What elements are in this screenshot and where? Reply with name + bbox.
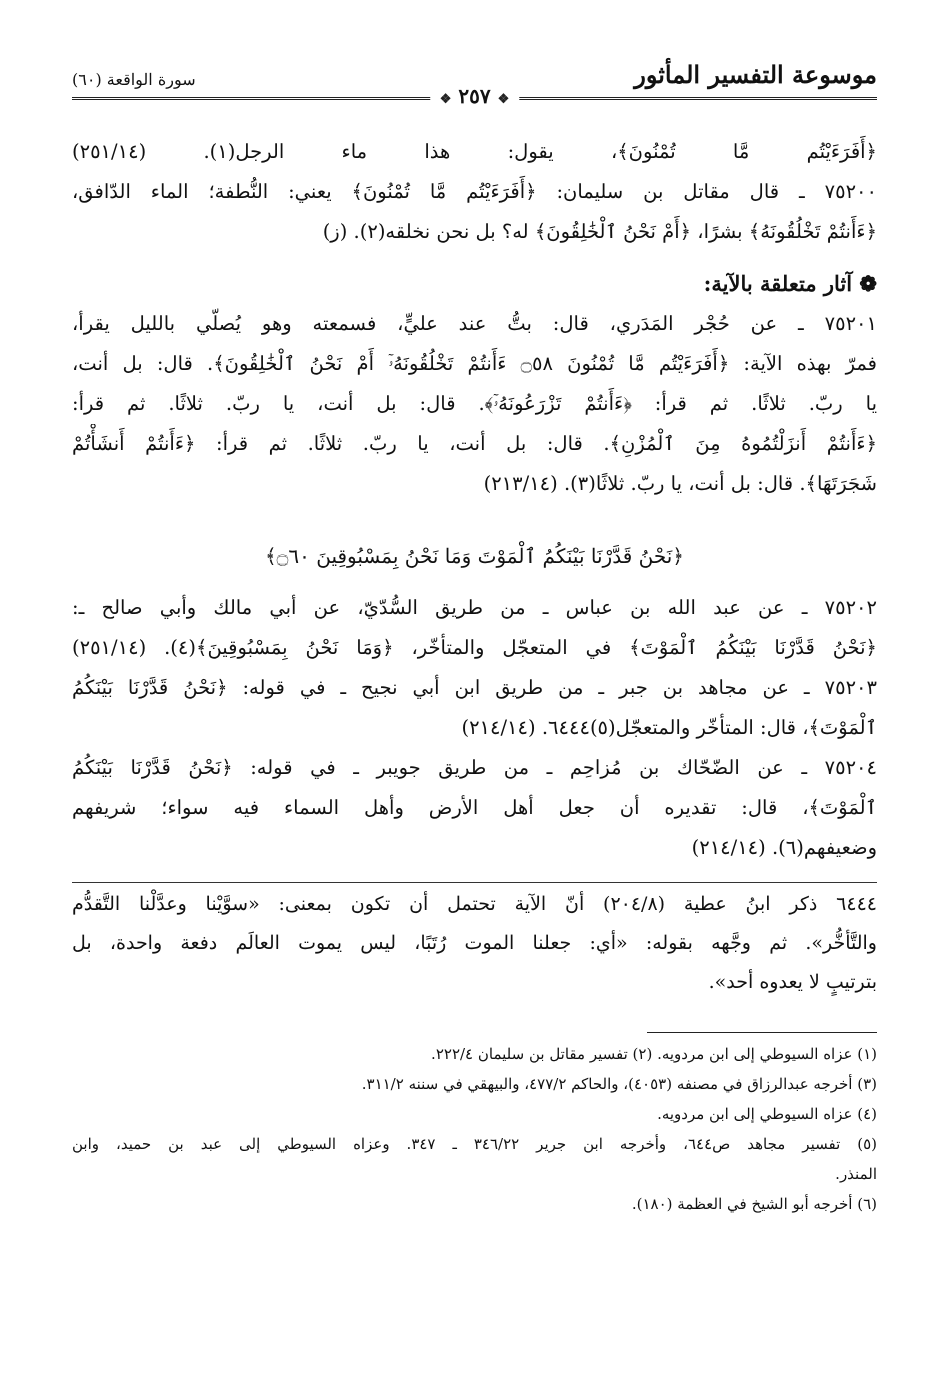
text-line: ٧٥٢٠٤ ـ عن الضّحّاك بن مُزاحِم ـ من طريق جويبر ـ في قوله: ﴿نَحْنُ قَدَّرْنَا بَيْنَكُمُ	[72, 756, 877, 779]
commentary-line: والتَّأخُّر». ثم وجَّهه بقوله: «أي: جعلنا الموت رُتَبًا، ليس يموت العالَم دفعة واحدة، بل	[72, 932, 877, 954]
text-line: ٱلْمَوْتَ﴾، قال: تقديره أن جعل أهل الأرض وأهل السماء فيه سواء؛ شريفهم	[72, 796, 877, 819]
text-line: ﴿ءَأَنتُمْ أَنزَلْتُمُوهُ مِنَ ٱلْمُزْنِ﴾. قال: بل أنت، يا ربّ. ثلاثًا. ثم قرأ: ﴿ءَأَنتُمْ أَنشَأْتُمْ	[72, 432, 877, 455]
commentary-note	[72, 885, 877, 1002]
text-line: ٧٥٢٠٢ ـ عن عبد الله بن عباس ـ من طريق السُّدّيّ، عن أبي مالك وأبي صالح ـ:	[72, 596, 877, 619]
quran-verse: ﴿نَحْنُ قَدَّرْنَا بَيْنَكُمُ ٱلْمَوْتَ وَمَا نَحْنُ بِمَسْبُوقِينَ ۝٦٠﴾	[264, 544, 685, 568]
page-header	[72, 58, 877, 108]
text-line: ٱلْمَوْتَ﴾، قال: المتأخّر والمتعجّل(٥)٦٤٤٤. (٢١٤/١٤)	[461, 716, 877, 739]
text-line: شَجَرَتَهَا﴾. قال: بل أنت، يا ربّ. ثلاثًا(٣). (٢١٣/١٤)	[483, 472, 877, 495]
text-line: ٧٥٢٠١ ـ عن حُجْر المَدَري، قال: بتُّ عند عليٍّ، فسمعته وهو يُصلّي بالليل يقرأ،	[72, 312, 877, 335]
footnote: المنذر.	[835, 1165, 877, 1183]
main-text	[72, 132, 877, 1219]
footnote: (٥) تفسير مجاهد ص٦٤٤، وأخرجه ابن جرير ٣٤٦/٢٢ ـ ٣٤٧. وعزاه السيوطي إلى عبد بن حميد، وابن	[72, 1135, 877, 1153]
ornament-icon: ❖	[439, 92, 452, 107]
section-heading: ❁ آثار متعلقة بالآية:	[703, 271, 877, 296]
text-line: ٧٥٢٠٣ ـ عن مجاهد بن جبر ـ من طريق ابن أبي نجيح ـ في قوله: ﴿نَحْنُ قَدَّرْنَا بَيْنَكُمُ	[72, 676, 877, 699]
footnote: (٦) أخرجه أبو الشيخ في العظمة (١٨٠).	[631, 1195, 877, 1213]
footnote: (٤) عزاه السيوطي إلى ابن مردويه.	[657, 1105, 877, 1123]
surah-label: سورة الواقعة (٦٠)	[72, 70, 196, 89]
commentary-rule	[72, 882, 877, 883]
page	[72, 0, 877, 1381]
page-number: ٢٥٧	[458, 84, 491, 108]
text-line: ﴿أَفَرَءَيْتُم مَّا تُمْنُونَ﴾، يقول: هذا ماء الرجل(١). (٢٥١/١٤)	[72, 140, 877, 163]
footnote: (١) عزاه السيوطي إلى ابن مردويه. (٢) تفسير مقاتل بن سليمان ٢٢٢/٤.	[431, 1045, 877, 1063]
text-line: فمرّ بهذه الآية: ﴿أَفَرَءَيْتُم مَّا تُمْنُونَ ۝٥٨ ءَأَنتُمْ تَخْلُقُونَهُۥٓ أَمْ نَحْنُ ٱلْخَٰلِقُونَ﴾. قال: بل أنت،	[72, 352, 877, 375]
commentary-line: ٦٤٤٤ ذكر ابنُ عطية (٢٠٤/٨) أنّ الآية تحتمل أن تكون بمعنى: «سوَّيْنا وعدَّلْنا التَّقدُّم	[72, 893, 877, 915]
book-title: موسوعة التفسير المأثور	[634, 60, 877, 89]
text-line: ﴿نَحْنُ قَدَّرْنَا بَيْنَكُمُ ٱلْمَوْتَ﴾ في المتعجّل والمتأخّر، ﴿وَمَا نَحْنُ بِمَسْبُوقِينَ﴾(٤). (٢٥١/١٤)	[72, 636, 877, 659]
text-line: ﴿ءَأَنتُمْ تَخْلُقُونَهُ﴾ بشرًا، ﴿أَمْ نَحْنُ ٱلْخَٰلِقُونَ﴾ له؟ بل نحن نخلقه(٢). (ز)	[322, 220, 877, 243]
footnote-rule	[647, 1032, 877, 1033]
ornament-icon: ❖	[497, 92, 510, 107]
page-number-block	[430, 84, 519, 108]
text-line: يا ربّ. ثلاثًا. ثم قرأ: ﴿ءَأَنتُمْ تَزْرَعُونَهُۥٓ﴾. قال: بل أنت، يا ربّ. ثلاثًا. ثم قرأ:	[72, 392, 877, 415]
footnote: (٣) أخرجه عبدالرزاق في مصنفه (٤٠٥٣)، والحاكم ٤٧٧/٢، والبيهقي في سننه ٣١١/٢.	[361, 1075, 877, 1093]
commentary-line: بترتيبٍ لا يعدوه أحد».	[708, 971, 877, 993]
text-line: وضعيفهم(٦). (٢١٤/١٤)	[691, 836, 877, 859]
footnotes	[72, 1039, 877, 1219]
text-line: ٧٥٢٠٠ ـ قال مقاتل بن سليمان: ﴿أَفَرَءَيْتُم مَّا تُمْنُونَ﴾ يعني: النُّطفة؛ الماء الدّافق،	[72, 180, 877, 203]
